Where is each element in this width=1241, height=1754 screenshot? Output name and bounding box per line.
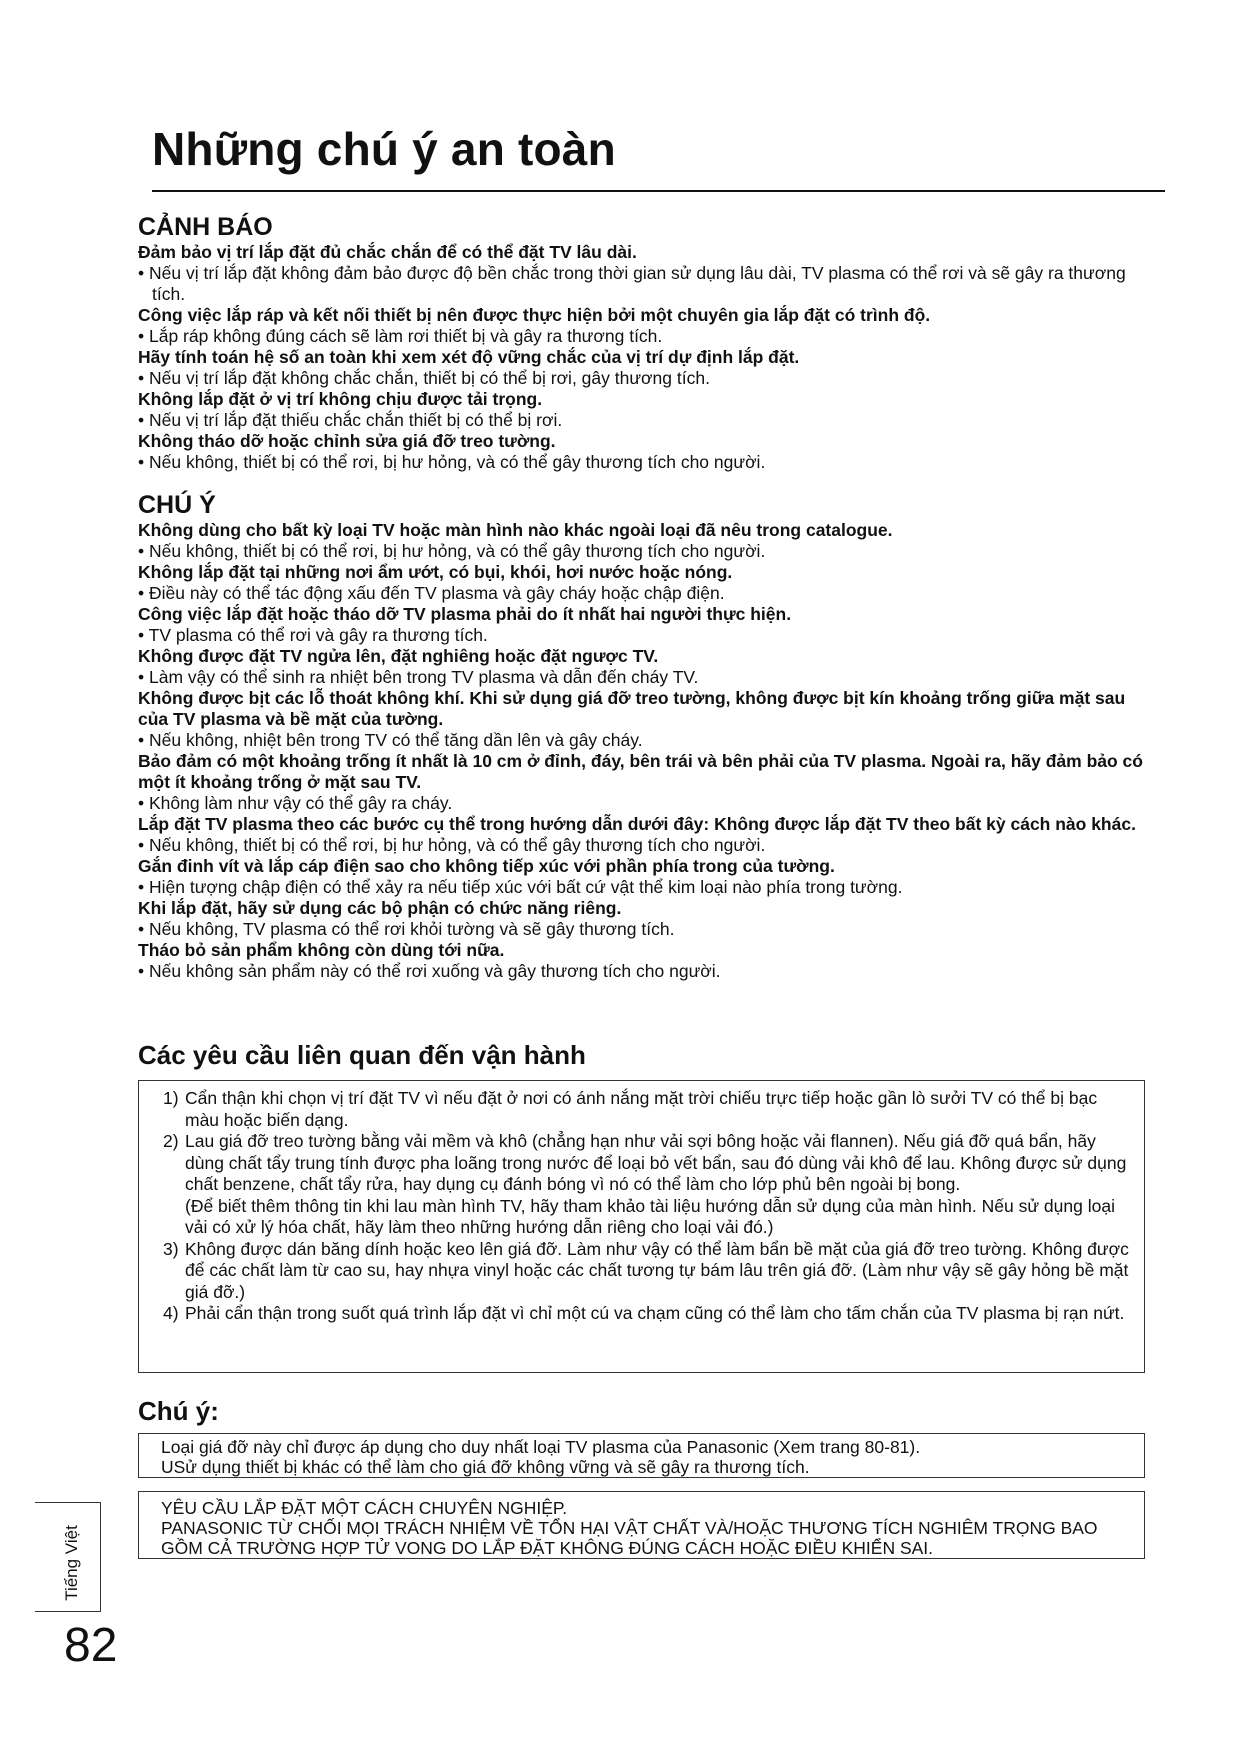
caution-list (138, 520, 1148, 982)
operation-item-number: 4) (163, 1303, 179, 1323)
operation-item-body (185, 1239, 1132, 1304)
rule-title: Không được bịt các lỗ thoát không khí. Khi sử dụng giá đỡ treo tường, không được bịt kín khoảng trống giữa mặt sau của TV plasma và bề mặt của tường. (138, 688, 1126, 729)
rule-text: • Nếu vị trí lắp đặt thiếu chắc chắn thiết bị có thể bị rơi. (138, 410, 563, 430)
rule-title: Không tháo dỡ hoặc chỉnh sửa giá đỡ treo tường. (138, 431, 556, 451)
operation-heading: Các yêu cầu liên quan đến vận hành (138, 1040, 586, 1070)
rule-title: Lắp đặt TV plasma theo các bước cụ thể trong hướng dẫn dưới đây: Không được lắp đặt TV theo bất kỳ cách nào khác. (138, 814, 1136, 834)
operation-item-body (185, 1131, 1132, 1239)
operation-item-number: 1) (163, 1088, 179, 1108)
warning-section (138, 212, 1148, 473)
rule-title: Công việc lắp ráp và kết nối thiết bị nên được thực hiện bởi một chuyên gia lắp đặt có trình độ. (138, 305, 931, 325)
warning-list (138, 242, 1148, 473)
note-line-2: USử dụng thiết bị khác có thể làm cho giá đỡ không vững và sẽ gây ra thương tích. (161, 1457, 810, 1477)
rule-title: Không dùng cho bất kỳ loại TV hoặc màn hình nào khác ngoài loại đã nêu trong catalogue. (138, 520, 893, 540)
rule-text: • Nếu không, thiết bị có thể rơi, bị hư hỏng, và có thể gây thương tích cho người. (138, 835, 766, 855)
page-title: Những chú ý an toàn (152, 123, 616, 175)
caution-heading: CHÚ Ý (138, 491, 216, 519)
operation-item-text: Phải cẩn thận trong suốt quá trình lắp đặt vì chỉ một cú va chạm cũng có thể làm cho tấm chắn của TV plasma bị rạn nứt. (185, 1303, 1125, 1323)
rule-text: • Nếu không, TV plasma có thể rơi khỏi tường và sẽ gây thương tích. (138, 919, 675, 939)
rule-title: Không lắp đặt ở vị trí không chịu được tải trọng. (138, 389, 543, 409)
rule-title: Gắn đinh vít và lắp cáp điện sao cho không tiếp xúc với phần phía trong của tường. (138, 856, 835, 876)
language-label: Tiếng Việt (62, 1525, 81, 1601)
rule-title: Công việc lắp đặt hoặc tháo dỡ TV plasma phải do ít nhất hai người thực hiện. (138, 604, 792, 624)
operation-item-number: 2) (163, 1131, 179, 1151)
rule-text: • Nếu không, thiết bị có thể rơi, bị hư hỏng, và có thể gây thương tích cho người. (138, 452, 766, 472)
rule-text: • TV plasma có thể rơi và gây ra thương tích. (138, 625, 488, 645)
caution-section (138, 490, 1148, 982)
operation-item-text: Cẩn thận khi chọn vị trí đặt TV vì nếu đặt ở nơi có ánh nắng mặt trời chiếu trực tiếp hoặc gần lò sưởi TV có thể bị bạc màu hoặc biến dạng. (185, 1088, 1098, 1130)
operation-item-text: (Để biết thêm thông tin khi lau màn hình TV, hãy tham khảo tài liệu hướng dẫn sử dụng của màn hình. Nếu sử dụng loại vải có xử lý hóa chất, hãy làm theo những hướng dẫn riêng cho loại vải đó.) (185, 1195, 1115, 1237)
rule-text: • Làm vậy có thể sinh ra nhiệt bên trong TV plasma và dẫn đến cháy TV. (138, 667, 699, 687)
rule-title: Tháo bỏ sản phẩm không còn dùng tới nữa. (138, 940, 505, 960)
operation-item-body (185, 1088, 1132, 1131)
rule-title: Khi lắp đặt, hãy sử dụng các bộ phận có chức năng riêng. (138, 898, 622, 918)
rule-title: Bảo đảm có một khoảng trống ít nhất là 10 cm ở đỉnh, đáy, bên trái và bên phải của TV plasma. Ngoài ra, hãy đảm bảo có một ít khoảng trống ở mặt sau TV. (138, 751, 1143, 792)
rule-title: Đảm bảo vị trí lắp đặt đủ chắc chắn để có thể đặt TV lâu dài. (138, 242, 637, 262)
operation-item (163, 1303, 1132, 1325)
rule-text: • Không làm như vậy có thể gây ra cháy. (138, 793, 453, 813)
rule-text: • Nếu không, nhiệt bên trong TV có thể tăng dần lên và gây cháy. (138, 730, 643, 750)
note-line-1: Loại giá đỡ này chỉ được áp dụng cho duy nhất loại TV plasma của Panasonic (Xem trang 80-81). (161, 1437, 921, 1457)
rule-title: Không lắp đặt tại những nơi ẩm ướt, có bụi, khói, hơi nước hoặc nóng. (138, 562, 733, 582)
operation-item (163, 1131, 1132, 1239)
rule-title: Không được đặt TV ngửa lên, đặt nghiêng hoặc đặt ngược TV. (138, 646, 659, 666)
operation-item (163, 1239, 1132, 1304)
rule-text: • Điều này có thể tác động xấu đến TV plasma và gây cháy hoặc chập điện. (138, 583, 725, 603)
operation-item-number: 3) (163, 1238, 179, 1259)
rule-text: • Nếu không, thiết bị có thể rơi, bị hư hỏng, và có thể gây thương tích cho người. (138, 541, 766, 561)
rule-text: • Nếu vị trí lắp đặt không chắc chắn, thiết bị có thể bị rơi, gây thương tích. (138, 368, 710, 388)
rule-text: • Lắp ráp không đúng cách sẽ làm rơi thiết bị và gây ra thương tích. (138, 326, 663, 346)
operation-item (163, 1088, 1132, 1131)
operation-item-text: Lau giá đỡ treo tường bằng vải mềm và khô (chẳng hạn như vải sợi bông hoặc vải flannen). Nếu giá đỡ quá bẩn, hãy dùng chất tẩy trung tính được pha loãng trong nước để loại bỏ vết bẩn, sau đó dùng vải khô để lau. Không được sử dụng chất benzene, chất tẩy rửa, hay dụng cụ đánh bóng vì nó có thể làm cho lớp phủ bên ngoài bị bong. (185, 1131, 1127, 1194)
rule-title: Hãy tính toán hệ số an toàn khi xem xét độ vững chắc của vị trí dự định lắp đặt. (138, 347, 800, 367)
professional-line-1: YÊU CẦU LẮP ĐẶT MỘT CÁCH CHUYÊN NGHIỆP. (161, 1498, 568, 1518)
rule-text: • Hiện tượng chập điện có thể xảy ra nếu tiếp xúc với bất cứ vật thể kim loại nào phía trong tường. (138, 877, 903, 897)
warning-heading: CẢNH BÁO (138, 213, 273, 241)
title-divider (152, 190, 1165, 192)
rule-text: • Nếu không sản phẩm này có thể rơi xuống và gây thương tích cho người. (138, 961, 721, 981)
operation-list (163, 1088, 1132, 1325)
page-number: 82 (64, 1619, 118, 1672)
note-box (138, 1433, 1145, 1478)
note-heading: Chú ý: (138, 1396, 219, 1426)
rule-text: • Nếu vị trí lắp đặt không đảm bảo được độ bền chắc trong thời gian sử dụng lâu dài, TV plasma có thể rơi và sẽ gây ra thương tích. (138, 263, 1126, 304)
operation-box (138, 1080, 1145, 1373)
professional-install-box (138, 1491, 1145, 1559)
professional-line-2: PANASONIC TỪ CHỐI MỌI TRÁCH NHIỆM VỀ TỔN HẠI VẬT CHẤT VÀ/HOẶC THƯƠNG TÍCH NGHIÊM TRỌNG BAO GỒM CẢ TRƯỜNG HỢP TỬ VONG DO LẮP ĐẶT KHÔNG ĐÚNG CÁCH HOẶC ĐIỀU KHIỂN SAI. (161, 1518, 1098, 1558)
operation-item-body (185, 1303, 1132, 1325)
operation-item-text: Không được dán băng dính hoặc keo lên giá đỡ. Làm như vậy có thể làm bẩn bề mặt của giá đỡ treo tường. Không được để các chất làm từ cao su, hay nhựa vinyl hoặc các chất tương tự bám lâu trên giá đỡ. (Làm như vậy sẽ gây hỏng bề mặt giá đỡ.) (185, 1238, 1129, 1302)
